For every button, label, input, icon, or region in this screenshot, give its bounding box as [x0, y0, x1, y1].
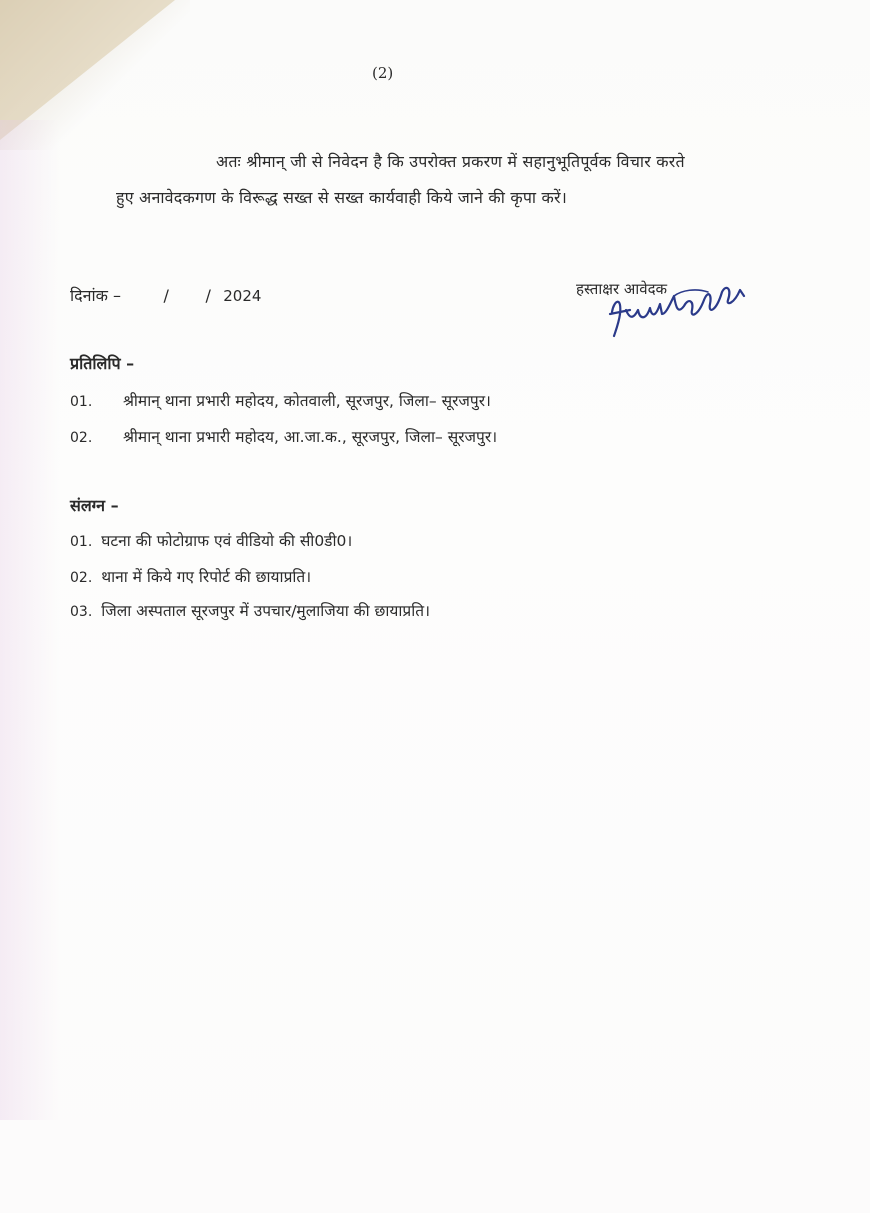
date-label: दिनांक –: [70, 286, 122, 305]
date-year: 2024: [223, 287, 262, 305]
enclosure-item: [70, 529, 352, 551]
copy-item: [70, 389, 491, 411]
body-line-2: हुए अनावेदकगण के विरूद्ध सख्त से सख्त कार्यवाही किये जाने की कृपा करें।: [116, 188, 568, 207]
body-line-1: अतः श्रीमान् जी से निवेदन है कि उपरोक्त प्रकरण में सहानुभूतिपूर्वक विचार करते: [216, 152, 685, 171]
enclosure-item-text: जिला अस्पताल सूरजपुर में उपचार/मुलाजिया की छायाप्रति।: [101, 602, 430, 620]
enclosure-item: [70, 599, 430, 621]
handwritten-signature: [604, 270, 754, 340]
copy-item-number: 02.: [70, 430, 93, 446]
enclosure-item-number: 03.: [70, 604, 93, 620]
copy-item-text: श्रीमान् थाना प्रभारी महोदय, आ.जा.क., सूरजपुर, जिला– सूरजपुर।: [122, 428, 498, 446]
paper-folded-corner: [0, 0, 175, 140]
enclosure-item-text: घटना की फोटोग्राफ एवं वीडियो की सी0डी0।: [101, 532, 353, 550]
signature-label: हस्ताक्षर आवेदक: [576, 280, 668, 298]
copy-item: [70, 425, 497, 447]
paper-edge-tint: [0, 120, 60, 1120]
enclosure-item-number: 02.: [70, 570, 93, 586]
page-number: (2): [372, 64, 394, 82]
date-separator-1: /: [163, 286, 169, 305]
enclosure-item-number: 01.: [70, 534, 93, 550]
copy-item-number: 01.: [70, 394, 93, 410]
copies-title: प्रतिलिपि –: [70, 354, 135, 373]
enclosure-item-text: थाना में किये गए रिपोर्ट की छायाप्रति।: [101, 568, 312, 586]
date-row: [70, 284, 261, 306]
copy-item-text: श्रीमान् थाना प्रभारी महोदय, कोतवाली, सूरजपुर, जिला– सूरजपुर।: [122, 392, 491, 410]
date-separator-2: /: [205, 286, 211, 305]
enclosures-title: संलग्न –: [70, 496, 119, 515]
enclosure-item: [70, 565, 311, 587]
